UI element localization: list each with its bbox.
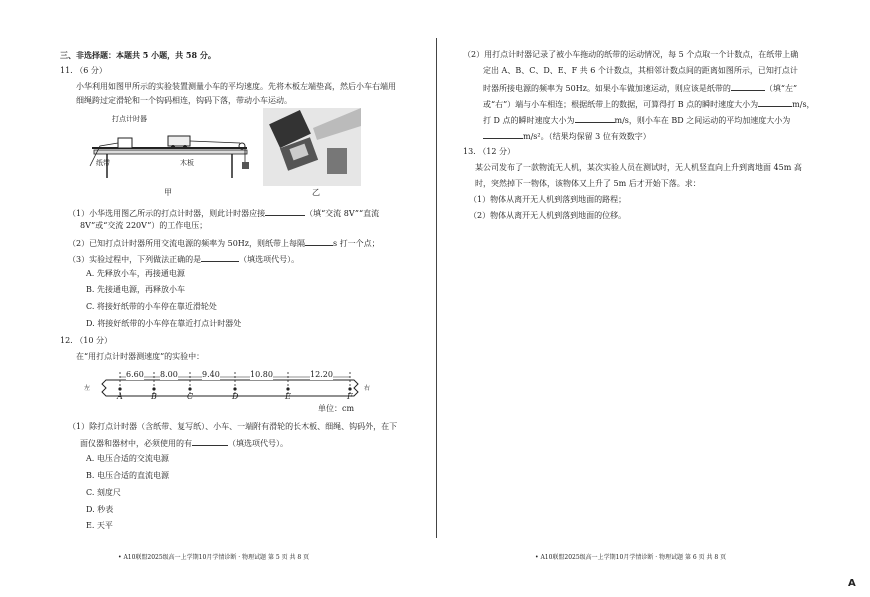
q12-part2-line5: 打 D 点的瞬时速度大小为 m/s，则小车在 BD 之间运动的平均加速度大小为 (483, 116, 791, 125)
distance-cd: 9.40 (202, 370, 220, 379)
q12-part2-line2: 定出 A、B、C、D、E、F 共 6 个计数点，其相邻计数点间的距离如图所示，已知打点计 (483, 66, 798, 75)
label-board: 木板 (180, 159, 194, 167)
q12-part2-line4: 或“右”）端与小车相连；根据纸带上的数据，可算得打 B 点的瞬时速度大小为 m/s， (483, 100, 815, 109)
distance-bc: 8.00 (160, 370, 178, 379)
q13-part1: （1）物体从离开无人机到落到地面的路程； (469, 195, 627, 204)
q12-part1-line1: （1）除打点计时器（含纸带、复写纸）、小车、一端附有滑轮的长木板、细绳、钩码外，在下 (68, 422, 398, 431)
q12-option-b: B. 电压合适的直流电源 (86, 471, 169, 480)
q11-intro-line2: 细绳跨过定滑轮和一个钩码相连，钩码下落，带动小车运动。 (76, 96, 292, 105)
answer-blank[interactable] (483, 130, 523, 139)
answer-blank[interactable] (758, 98, 792, 107)
corner-mark: A (848, 578, 856, 589)
answer-blank[interactable] (575, 114, 615, 123)
tape-point-f: F (347, 392, 353, 401)
tape-right-end: 右 (364, 385, 371, 392)
q11-option-c: C. 将接好纸带的小车停在靠近滑轮处 (86, 302, 217, 311)
footer-page5: • A10联盟2025级高一上学期10月学情诊断 · 物理试题 第 5 页 共 8 页 (118, 554, 310, 561)
q11-part2: （2）已知打点计时器所用交流电源的频率为 50Hz，则纸带上每隔 s 打一个点； (68, 239, 380, 248)
q11-option-d: D. 将接好纸带的小车停在靠近打点计时器处 (86, 319, 242, 328)
tape-point-e: E (285, 392, 291, 401)
tape-left-end: 左 (84, 385, 91, 392)
q11-heading: 11. （6 分） (60, 66, 107, 75)
q13-heading: 13. （12 分） (463, 147, 515, 156)
q13-line2: 时，突然掉下一物体，该物体又上升了 5m 后才开始下落。求： (475, 179, 701, 188)
q13-part2: （2）物体从离开无人机到落到地面的位移。 (469, 211, 627, 220)
answer-blank[interactable] (731, 82, 765, 91)
q12-option-e: E. 天平 (86, 521, 113, 530)
label-jia: 甲 (164, 188, 172, 197)
q12-option-c: C. 刻度尺 (86, 488, 121, 497)
label-yi: 乙 (312, 188, 320, 197)
q12-intro: 在“用打点计时器测速度”的实验中： (76, 352, 205, 361)
answer-blank[interactable] (192, 437, 228, 446)
paper-tape-diagram (84, 366, 372, 416)
q11-part3: （3）实验过程中，下列做法正确的是 （填选项代号）。 (68, 255, 300, 264)
figure-yi-timer-photo (263, 108, 361, 186)
answer-blank[interactable] (201, 253, 239, 262)
tape-point-b: B (151, 392, 157, 401)
footer-page6: • A10联盟2025级高一上学期10月学情诊断 · 物理试题 第 6 页 共 8 页 (535, 554, 727, 561)
right-page (435, 0, 870, 597)
distance-ef: 12.20 (310, 370, 333, 379)
q11-intro-line1: 小华利用如图甲所示的实验装置测量小车的平均速度。先将木板左端垫高，然后小车右端用 (76, 82, 396, 91)
distance-de: 10.80 (250, 370, 273, 379)
answer-blank[interactable] (305, 237, 333, 246)
q11-part1-line2: 8V”或“交流 220V”）的工作电压； (80, 221, 208, 230)
q12-heading: 12. （10 分） (60, 336, 112, 345)
tape-unit: 单位：cm (318, 404, 355, 413)
tape-point-c: C (187, 392, 194, 401)
tape-point-d: D (232, 392, 239, 401)
answer-blank[interactable] (265, 207, 305, 216)
q11-option-b: B. 先接通电源，再释放小车 (86, 285, 185, 294)
q12-part2-line3: 时器所接电源的频率为 50Hz。如果小车做加速运动，则应该是纸带的 （填“左” (483, 84, 798, 93)
figure-jia-apparatus (82, 110, 262, 190)
tape-point-a: A (117, 392, 123, 401)
label-timer: 打点计时器 (112, 115, 147, 123)
q12-part1-line2: 面仪器和器材中，必须使用的有 （填选项代号）。 (80, 439, 288, 448)
q12-part2-line1: （2）用打点计时器记录了被小车拖动的纸带的运动情况，每 5 个点取一个计数点，在纸带上确 (463, 50, 799, 59)
q12-option-d: D. 秒表 (86, 505, 114, 514)
distance-ab: 6.60 (126, 370, 144, 379)
q11-part1-line1: （1）小华选用图乙所示的打点计时器，则此计时器应接 （填“交流 8V”“直流 (68, 209, 380, 218)
section-title: 三、非选择题：本题共 5 小题，共 58 分。 (60, 50, 216, 60)
q11-option-a: A. 先释放小车，再接通电源 (86, 269, 185, 278)
label-tape: 纸带 (96, 159, 110, 167)
q13-line1: 某公司发布了一款物流无人机，某次实验人员在测试时，无人机竖直向上升到离地面 45m 高 (475, 163, 802, 172)
q12-part2-line6: m/s²。（结果均保留 3 位有效数字） (483, 130, 651, 142)
q12-option-a: A. 电压合适的交流电源 (86, 454, 169, 463)
